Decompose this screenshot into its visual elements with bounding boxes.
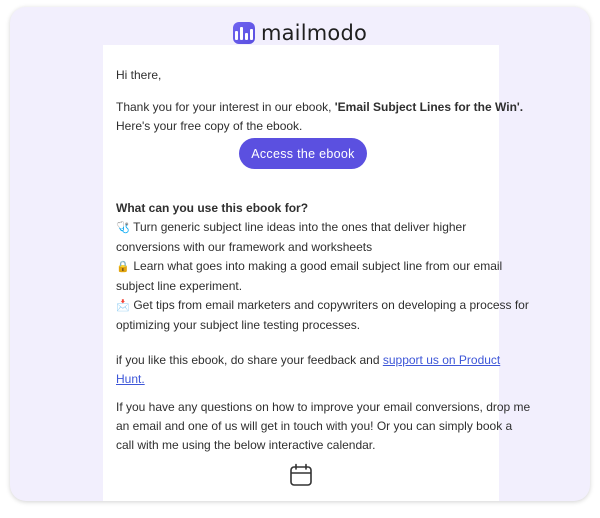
feedback-line-2 — [116, 370, 491, 389]
mailmodo-logo-icon — [233, 22, 255, 44]
calendar-icon[interactable] — [289, 463, 313, 487]
benefit-item — [116, 218, 491, 238]
intro-paragraph — [116, 98, 524, 136]
intro-line-2: Here's your free copy of the ebook. — [116, 119, 303, 133]
feedback-paragraph — [116, 351, 501, 389]
section-heading: What can you use this ebook for? — [116, 201, 309, 215]
contact-line: If you have any questions on how to improve your email conversions, drop me — [116, 400, 531, 414]
intro-text: Thank you for your interest in our ebook, — [116, 100, 335, 114]
intro-line-1 — [116, 98, 524, 117]
benefit-list — [116, 218, 529, 335]
brand-header — [10, 20, 590, 46]
benefit-text: Learn what goes into making a good email subject line from our email — [133, 259, 503, 273]
greeting: Hi there, — [116, 68, 162, 82]
benefit-item-continuation: conversions with our framework and worksheets — [116, 240, 373, 254]
benefit-text: Get tips from email marketers and copywriters on developing a process for — [133, 298, 529, 312]
stethoscope-icon: 🩺 — [116, 222, 130, 234]
feedback-text: if you like this ebook, do share your feedback and — [116, 353, 383, 367]
benefit-item — [116, 257, 503, 277]
product-hunt-link[interactable]: support us on Product — [382, 353, 501, 367]
contact-paragraph — [116, 398, 531, 455]
benefit-text: Turn generic subject line ideas into the ones that deliver higher — [133, 220, 467, 234]
email-body-card — [103, 45, 531, 501]
email-frame — [10, 7, 590, 501]
benefit-item — [116, 296, 529, 316]
access-ebook-button[interactable]: Access the ebook — [239, 138, 367, 169]
product-hunt-link-continuation[interactable]: Hunt. — [116, 372, 145, 386]
lock-icon: 🔒 — [116, 261, 130, 273]
contact-line: call with me using the below interactive calendar. — [116, 438, 376, 452]
mail-icon: 📩 — [116, 300, 130, 312]
contact-line: an email and one of us will get in touch with you! Or you can simply book a — [116, 419, 513, 433]
ebook-title: 'Email Subject Lines for the Win'. — [334, 100, 524, 114]
benefit-item-continuation: optimizing your subject line testing processes. — [116, 318, 361, 332]
feedback-line-1 — [116, 351, 501, 370]
benefit-item-continuation: subject line experiment. — [116, 279, 243, 293]
brand-name: mailmodo — [260, 21, 368, 45]
